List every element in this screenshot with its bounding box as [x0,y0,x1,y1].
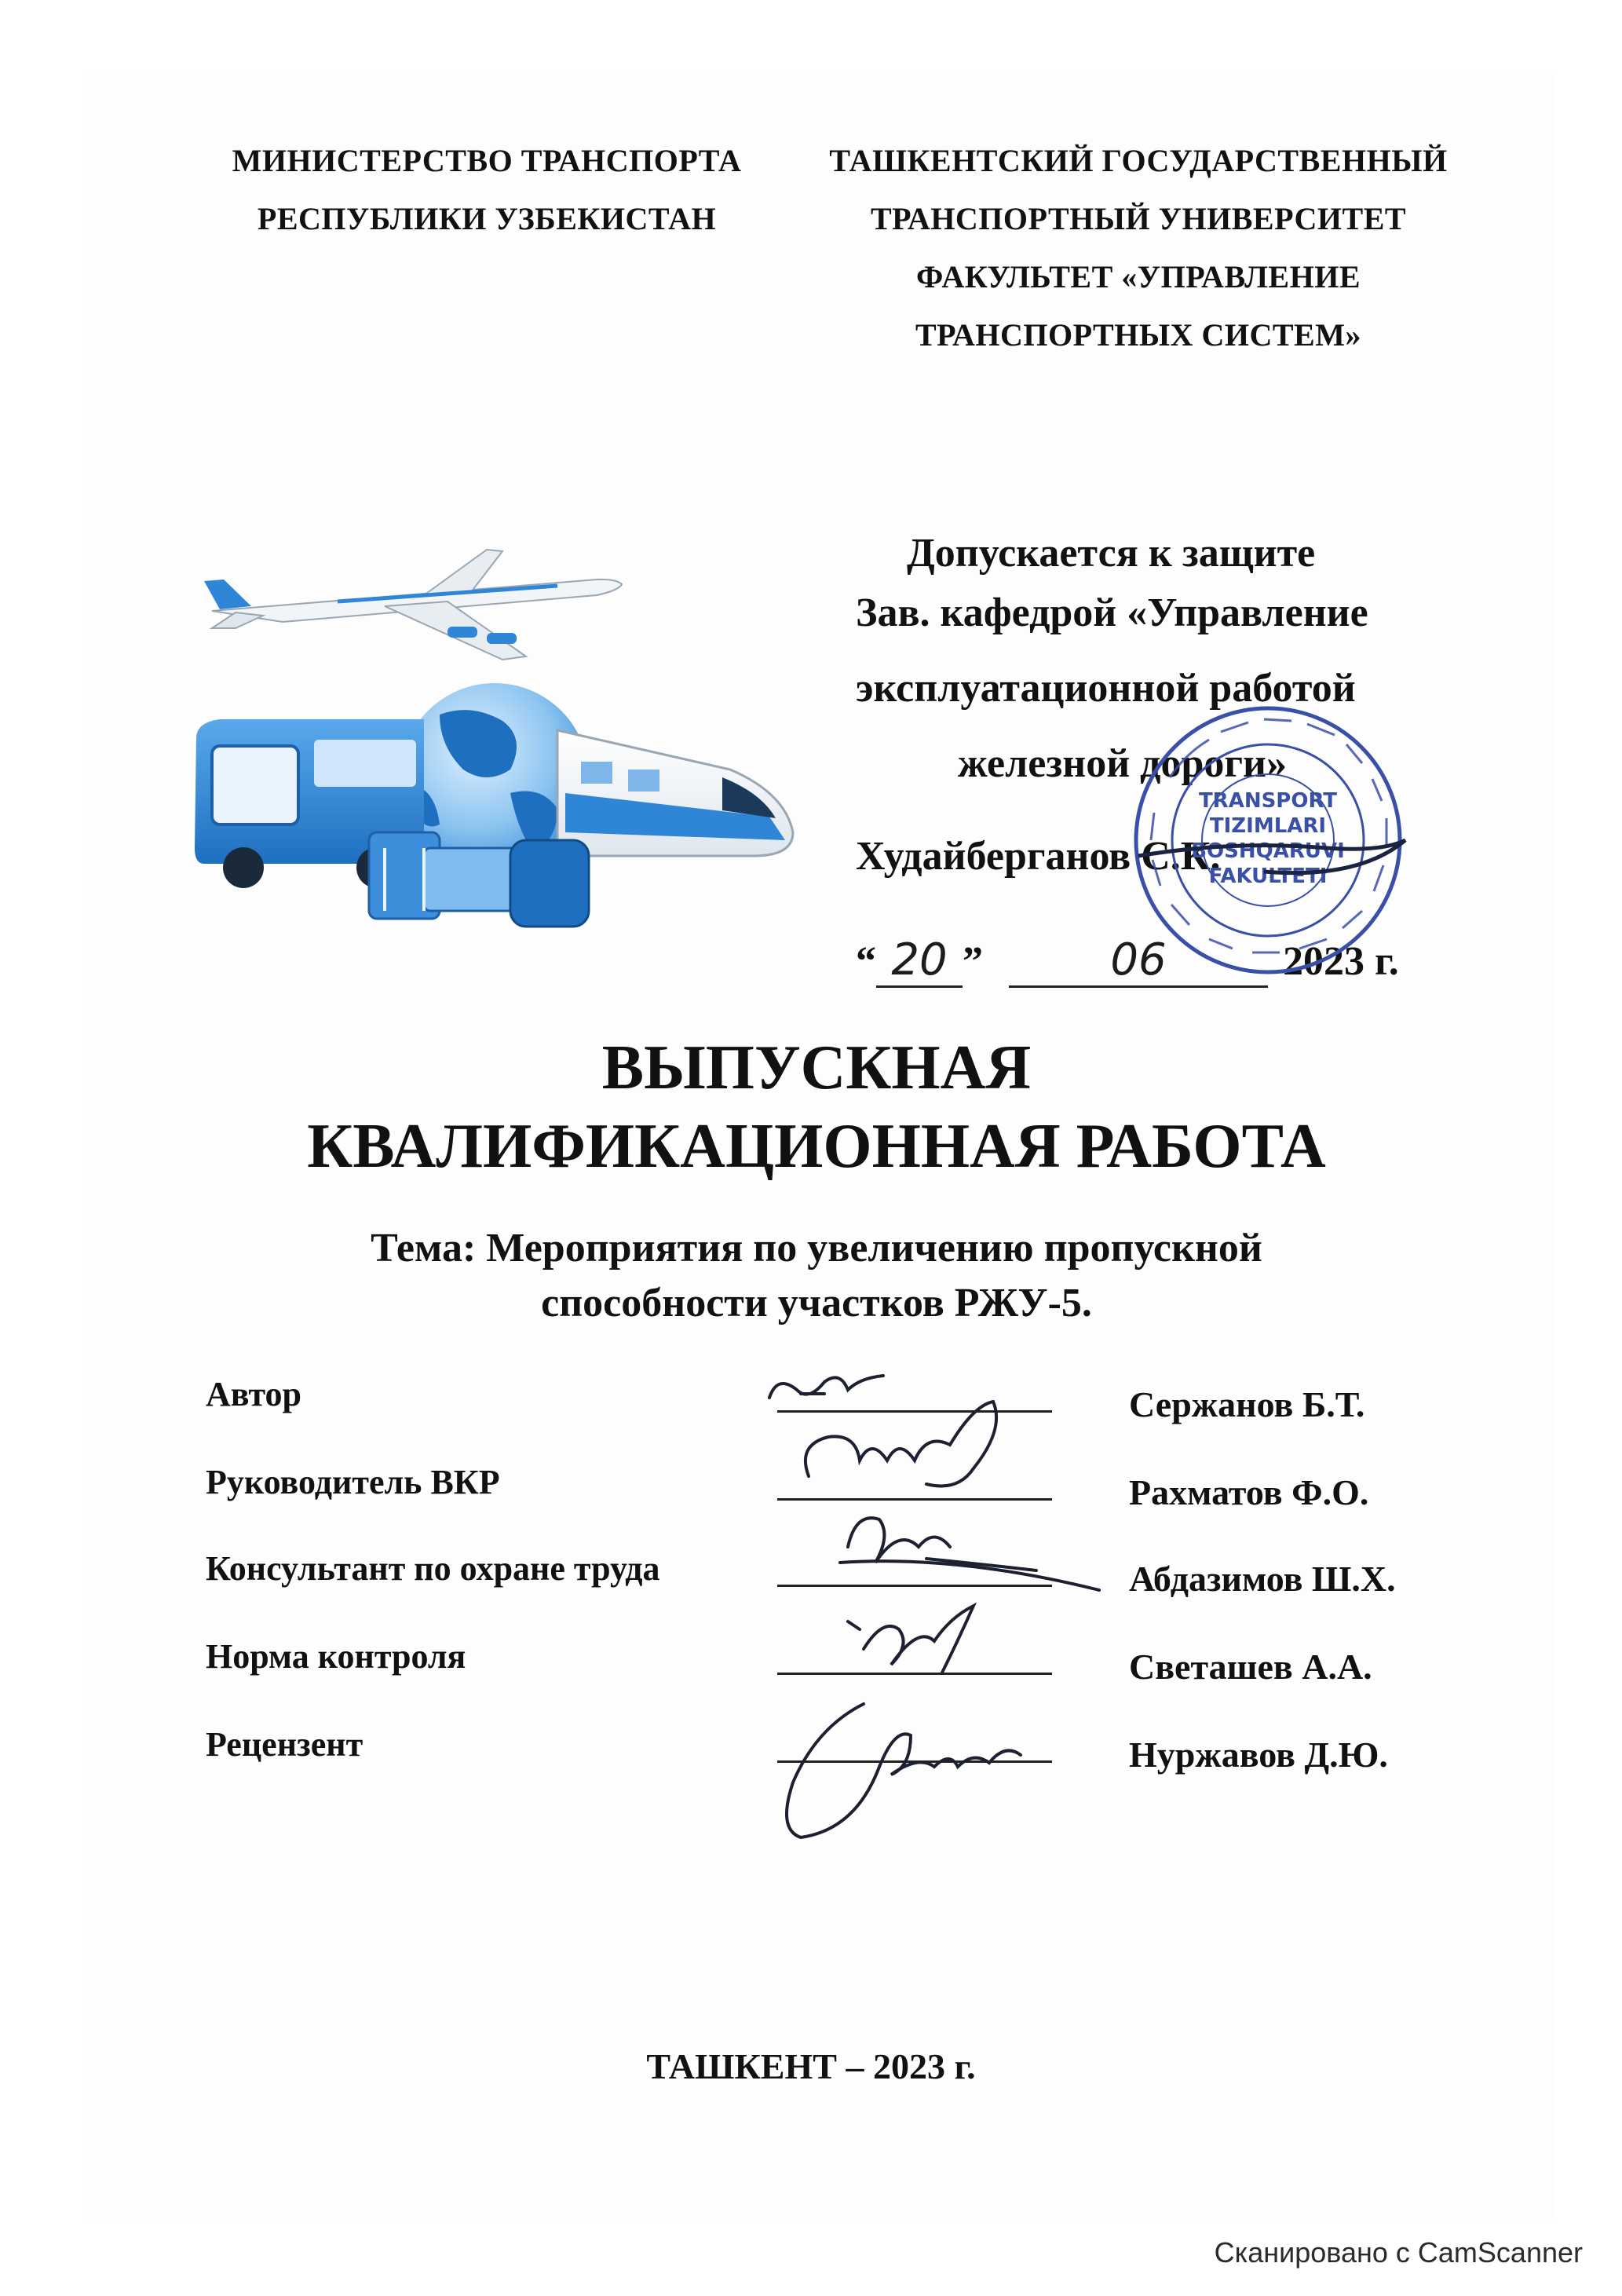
university-header [793,132,1484,364]
approval-line-4: железной дороги» [958,741,1287,786]
handwritten-signatures [722,1358,1162,1877]
approval-line-3: эксплуатационной работой [856,666,1356,711]
title-line-2: КВАЛИФИКАЦИОННАЯ РАБОТА [307,1112,1326,1181]
ministry-header [188,132,785,248]
reviewer-signature [787,1704,1021,1837]
topic-line-2: способности участков РЖУ-5. [541,1281,1092,1325]
stamp-inner-line-4: FAKULTETI [1208,865,1328,888]
date-month: 06 [1009,934,1268,988]
signatory-role: Рецензент [206,1725,363,1764]
date-open-quote: “ [856,939,876,984]
signatory-name: Абдазимов Ш.Х. [1129,1559,1396,1599]
stamp-inner-line-1: TRANSPORT [1198,789,1338,813]
airplane-icon [204,550,622,660]
thesis-topic [157,1221,1476,1331]
date-day: 20 [876,934,963,988]
title-line-1: ВЫПУСКНАЯ [601,1033,1032,1102]
date-year: 2023 г. [1283,939,1399,984]
ministry-line-2: РЕСПУБЛИКИ УЗБЕКИСТАН [257,201,717,236]
approval-line-2: Зав. кафедрой «Управление [856,590,1368,635]
university-line-3: ФАКУЛЬТЕТ «УПРАВЛЕНИЕ [915,259,1361,294]
norm-control-signature [848,1606,974,1673]
stamp-inner-line-2: TIZIMLARI [1209,814,1327,838]
signatory-name: Рахматов Ф.О. [1129,1472,1369,1512]
approval-line-1: Допускается к защите [907,531,1316,576]
city-year: ТАШКЕНТ – 2023 г. [646,2046,976,2086]
signatory-role: Руководитель ВКР [206,1463,500,1501]
topic-line-1: Тема: Мероприятия по увеличению пропускной [371,1226,1262,1270]
head-of-department-name: Худайберганов С.К. [856,834,1221,879]
camscanner-watermark: Сканировано с CamScanner [1214,2236,1583,2269]
stamp-inner-line-3: BOSHQARUVI [1191,839,1345,863]
faculty-stamp [1123,691,1413,989]
ministry-line-1: МИНИСТЕРСТВО ТРАНСПОРТА [232,143,742,178]
signatory-role: Норма контроля [206,1637,466,1676]
document-title [157,1029,1476,1186]
safety-consultant-signature [840,1518,1099,1590]
author-signature [769,1376,883,1398]
signatory-role: Автор [206,1375,301,1413]
signatory-name: Светашев А.А. [1129,1647,1372,1687]
date-close-quote: ” [963,939,983,984]
supervisor-signature [806,1402,996,1486]
transport-illustration [188,534,816,942]
signatory-name: Нуржавов Д.Ю. [1129,1735,1388,1775]
university-line-2: ТРАНСПОРТНЫЙ УНИВЕРСИТЕТ [870,201,1407,236]
signatory-role: Консультант по охране труда [206,1549,660,1588]
signatory-name: Сержанов Б.Т. [1129,1384,1365,1424]
university-line-4: ТРАНСПОРТНЫХ СИСТЕМ» [915,317,1361,353]
train-icon [557,730,793,856]
university-line-1: ТАШКЕНТСКИЙ ГОСУДАРСТВЕННЫЙ [829,143,1448,178]
